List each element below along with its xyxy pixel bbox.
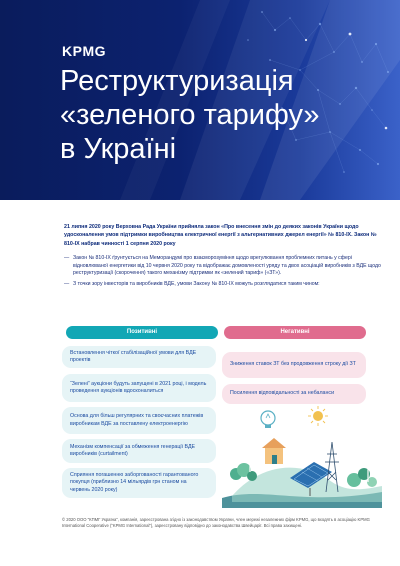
bullet-text: Закон № 810-IX ґрунтується на Меморандумі про взаєморозуміння щодо врегулювання проблемних питань у сфері відновлюваної енергетики від 10 червня 2020 року та відображає домовленості уряду та двох асоціацій виробників з ВДЕ щодо реструктуризації (скорочення) такого механізму підтримки як «зелений тариф» («ЗТ»). [73,255,381,277]
copyright-footer: © 2020 ООО "КПМГ Україна", компанія, зареєстрована згідно із законодавством України, член мережі незалежних фірм KPMG, що входять в асоціацію KPMG International Cooperative ("KPMG International"), зареєстровану відповідно до законодавства Швейцарії. Всі права захищені. [62,517,370,528]
wind-turbine-icon [338,414,362,480]
positive-item [62,439,216,463]
page-title [60,64,360,166]
positive-item [62,374,216,402]
positive-item [62,346,216,368]
negative-item [222,352,366,378]
sun-icon [308,406,328,426]
positive-item-text: Основа для більш регулярних та своєчасних платежів виробникам ВДЕ за поставлену електроенергію [70,413,204,427]
positive-item [62,407,216,434]
bullet-item [64,255,384,278]
positive-item-text: Механізм компенсації за обмеження генерації ВДЕ виробників (curtailment) [70,443,196,457]
bullet-dash: — [64,280,70,287]
bullet-dash: — [64,255,70,261]
negative-item-text: Зниження ставок ЗТ без продовження строку дії ЗТ [230,361,356,368]
house-icon [262,438,286,464]
bullet-list [64,255,384,291]
bullet-text: З точки зору інвесторів та виробників ВДЕ, умови Закону № 810-IX можуть розглядатися таким чином: [73,280,320,287]
lightbulb-icon [261,411,275,428]
positive-header: Позитивні [66,326,218,339]
positive-item-text: Встановлення чіткої стабілізаційної умови для ВДЕ проектів [70,349,197,363]
kpmg-logo: KPMG [62,43,106,59]
positive-item [62,468,216,498]
hero-banner [0,0,400,200]
negative-header: Негативні [224,326,366,339]
positive-item-text: “Зелені” аукціони будуть запущені в 2021 році, і модель проведення аукціонів вдосконалиться [70,380,207,394]
title-line-1: Реструктуризація [60,65,294,97]
title-line-3: в Україні [60,133,177,165]
positive-item-text: Сприяння погашенню заборгованості гарантованого покупця (приблизно 14 мільярдів грн станом на червень 2020 року) [70,472,199,493]
bullet-item [64,281,384,289]
title-line-2: «зеленого тарифу» [60,99,320,131]
renewable-energy-illustration [222,402,382,508]
negative-item [222,384,366,404]
intro-paragraph: 21 липня 2020 року Верховна Рада України прийняла закон «Про внесення змін до деяких законів України щодо удосконалення умов підтримки виробництва електричної енергії з альтернативних джерел енергії» № 810-IX. Закон № 810-IX набрав чинності 1 серпня 2020 року [64,224,377,247]
negative-item-text: Посилення відповідальності за небаланси [230,390,335,397]
